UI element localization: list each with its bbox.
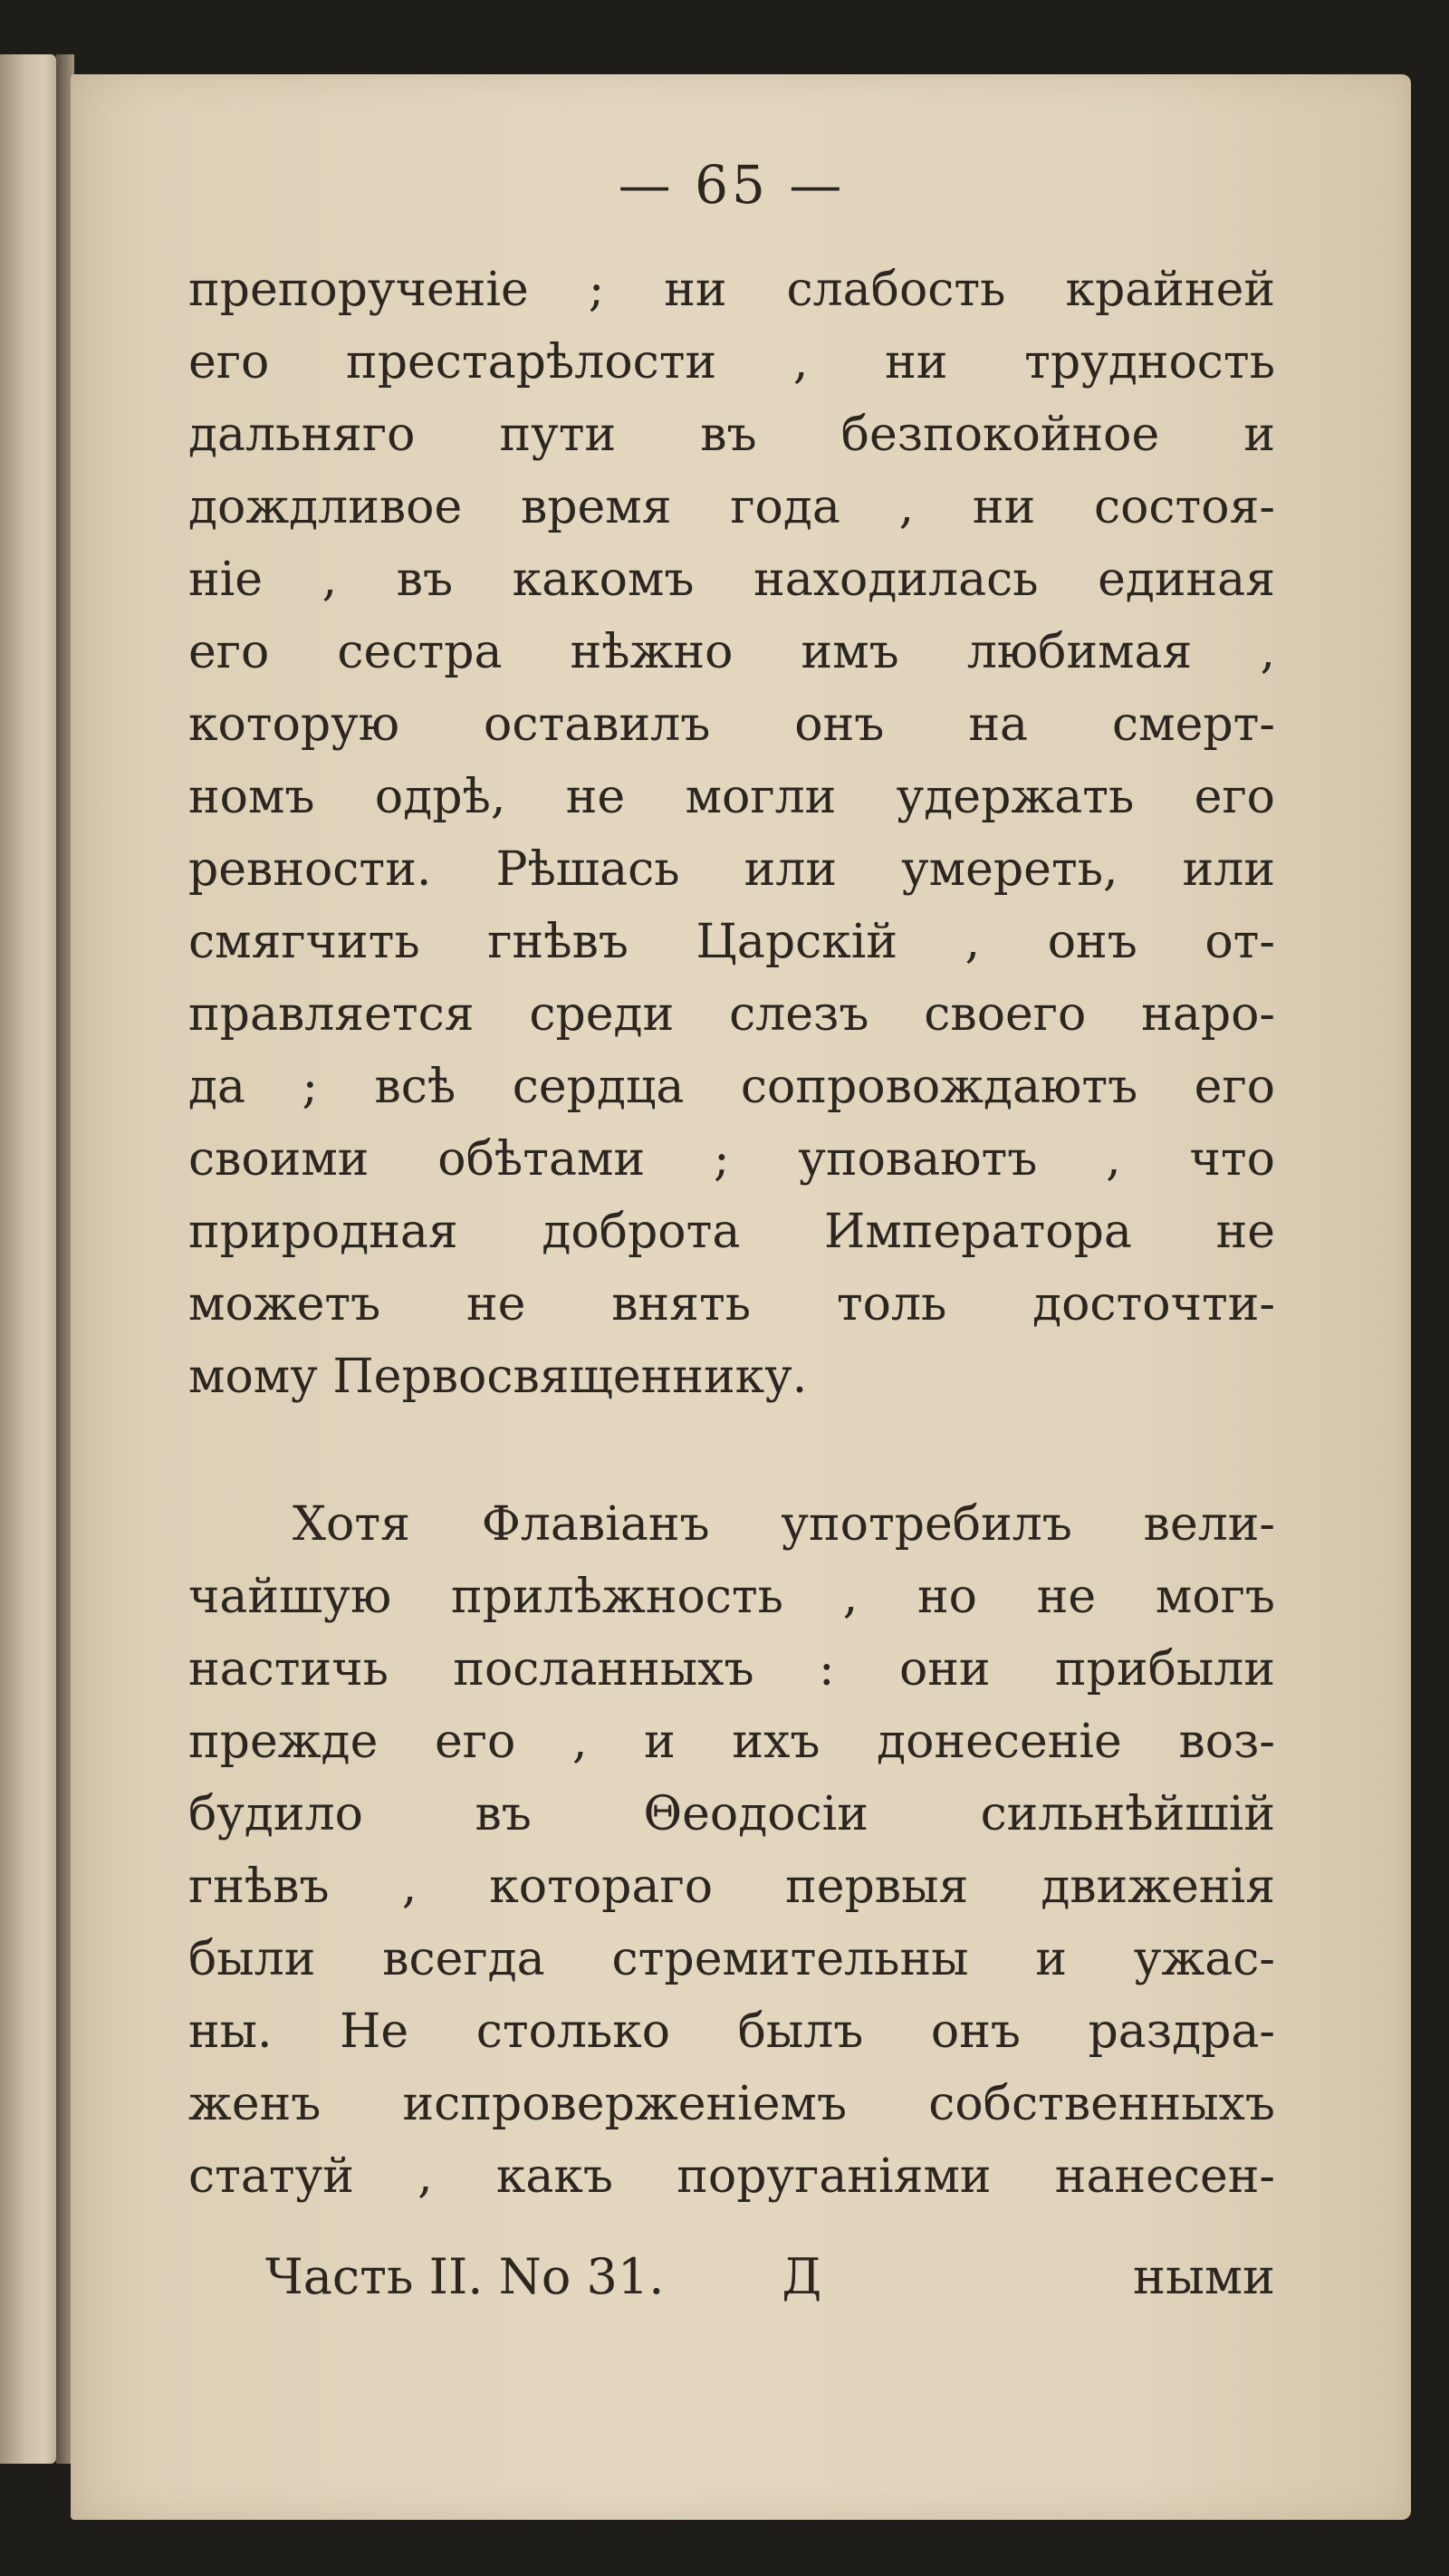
text-line: ревности. Рѣшась или умереть, или [188,842,1275,897]
text-line: статуй , какъ поруганіями нанесен- [188,2149,1275,2204]
text-line: будило въ Θеодосіи сильнѣйшій [188,1787,1275,1841]
text-line: чайшую прилѣжность , но не могъ [188,1570,1275,1624]
part-number: Часть II. No 31. [265,2248,665,2305]
text-line: настичь посланныхъ : они прибыли [188,1642,1275,1697]
text-line: дождливое время года , ни состоя- [188,480,1275,534]
text-line: ны. Не столько былъ онъ раздра- [188,2004,1275,2059]
text-line: которую оставилъ онъ на смерт- [188,697,1275,752]
footer-spacer [821,2248,1133,2305]
text-line: мому Первосвященнику. [188,1350,808,1404]
text-line: женъ испровержeніемъ собственныхъ [188,2077,1275,2131]
text-line: его престарѣлости , ни трудность [188,335,1275,389]
text-line: Хотя Флавіанъ употребилъ вели- [293,1497,1275,1552]
text-line: препорученіе ; ни слабость крайней [188,263,1275,317]
text-line: смягчить гнѣвъ Царскій , онъ от- [188,915,1275,969]
page-footer [265,2248,1275,2305]
text-line: были всегда стремительны и ужас- [188,1932,1275,1986]
text-line: его сестра нѣжно имъ любимая , [188,625,1275,679]
text-line: своими обѣтами ; уповаютъ , что [188,1132,1275,1187]
book-page [71,74,1411,2520]
text-line: можетъ не внять толь досточти- [188,1277,1275,1331]
facing-page-edge [0,54,56,2464]
text-line: дальняго пути въ безпокойное и [188,408,1275,462]
text-line: да ; всѣ сердца сопровождаютъ его [188,1060,1275,1114]
page-number: — 65 — [618,154,846,216]
signature-mark: Д [782,2248,822,2305]
text-line: номъ одрѣ, не могли удержать его [188,770,1275,824]
text-line: гнѣвъ , котораго первыя движенія [188,1860,1275,1914]
text-line: правляется среди слезъ своего наро- [188,987,1275,1042]
text-line: ніе , въ какомъ находилась единая [188,553,1275,607]
text-line: прежде его , и ихъ донесеніе воз- [188,1715,1275,1769]
text-line: природная доброта Императора не [188,1205,1275,1259]
catchword: ными [1133,2248,1275,2305]
